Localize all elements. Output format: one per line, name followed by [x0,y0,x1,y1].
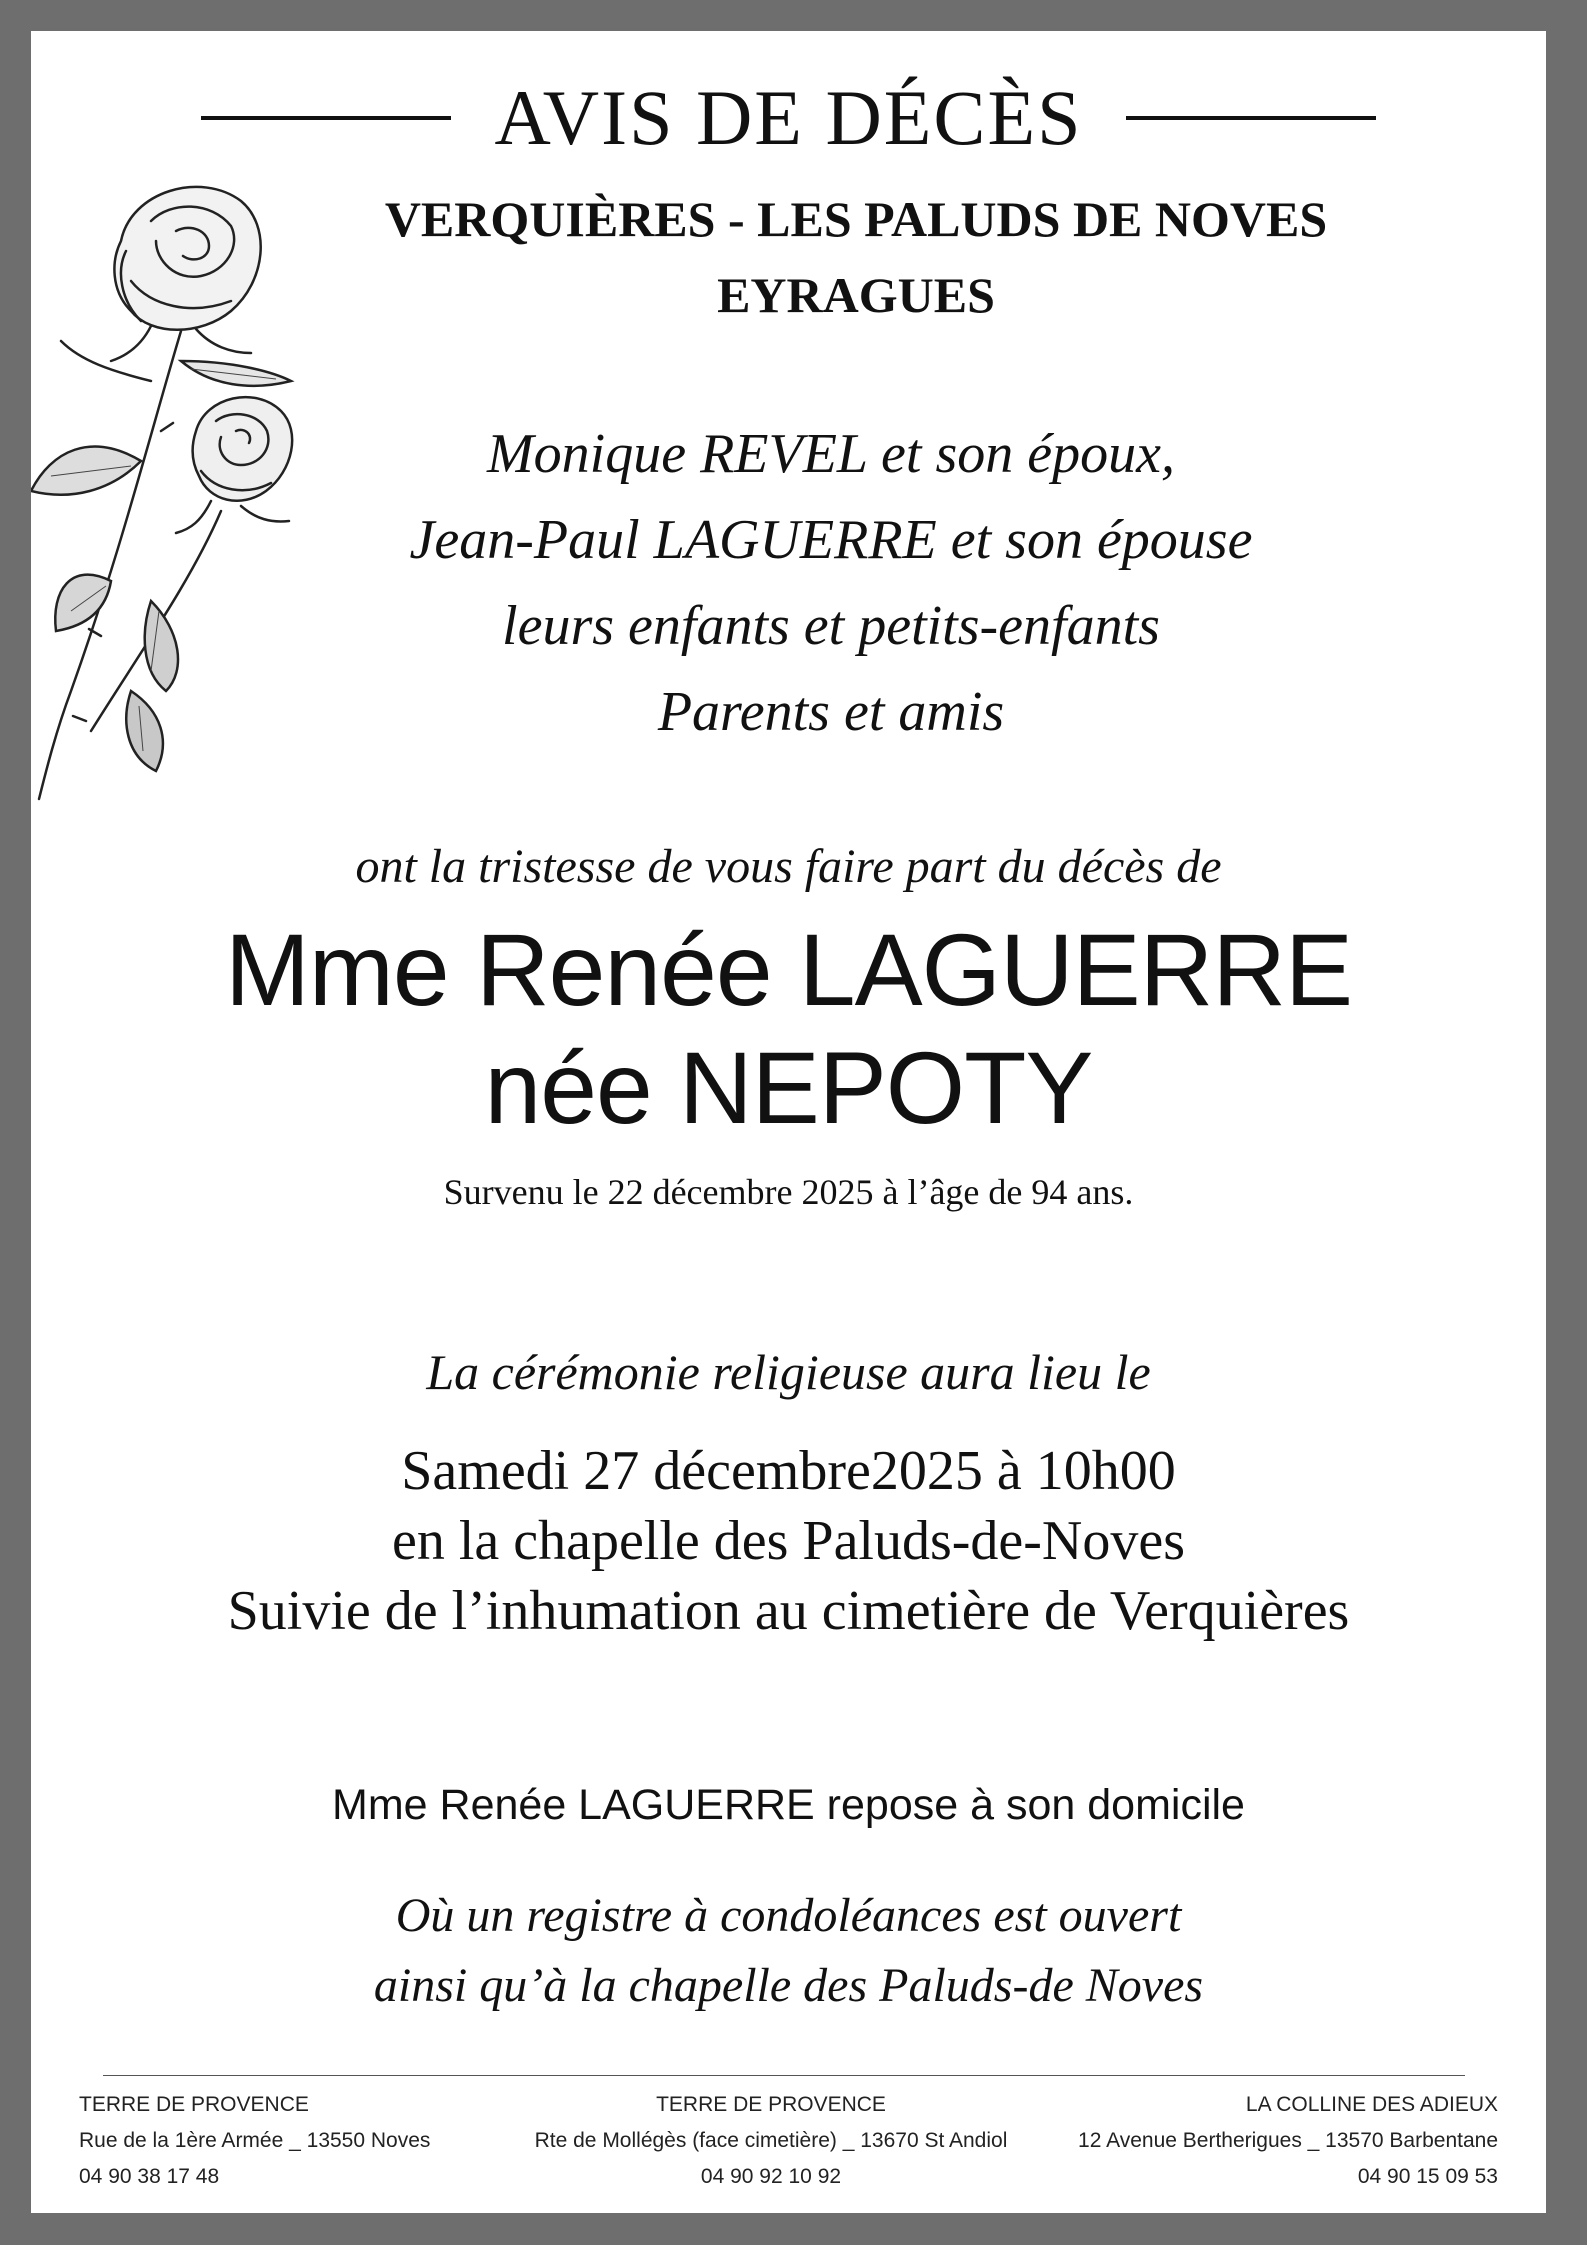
ceremony-burial: Suivie de l’inhumation au cimetière de Verquières [227,1580,1350,1642]
places-line-2: EYRAGUES [717,267,995,323]
footer-divider [103,2075,1465,2076]
footer-center-phone: 04 90 92 10 92 [700,2165,842,2188]
footer-right-name: LA COLLINE DES ADIEUX [1245,2093,1498,2116]
places-heading [281,181,1431,333]
family-line-4: Parents et amis [657,681,1005,743]
footer-contact-noves [79,2087,430,2195]
ceremony-intro: La cérémonie religieuse aura lieu le [426,1344,1151,1400]
ceremony-place: en la chapelle des Paluds-de-Noves [391,1510,1186,1572]
footer-center-address: Rte de Mollégès (face cimetière) _ 13670 St Andiol [534,2129,1008,2152]
places-line-1: VERQUIÈRES - LES PALUDS DE NOVES [384,191,1328,247]
obituary-notice [31,31,1546,2213]
announcement-text: ont la tristesse de vous faire part du décès de [355,840,1222,893]
repose-text: Mme Renée LAGUERRE repose à son domicile [332,1781,1245,1829]
footer-left-phone: 04 90 38 17 48 [79,2165,220,2188]
family-line-2: Jean-Paul LAGUERRE et son épouse [409,509,1253,571]
title-row [31,74,1546,161]
footer-left-address: Rue de la 1ère Armée _ 13550 Noves [79,2129,431,2152]
footer-center-name: TERRE DE PROVENCE [656,2093,886,2116]
page-title: AVIS DE DÉCÈS [494,74,1083,161]
deceased-maiden-name: née NEPOTY [484,1031,1093,1145]
footer-contact-st-andiol [461,2087,1081,2195]
footer-right-address: 12 Avenue Bertherigues _ 13570 Barbentane [1078,2129,1498,2152]
registry-line-2: ainsi qu’à la chapelle des Paluds-de Noves [373,1959,1204,2012]
footer-right-phone: 04 90 15 09 53 [1357,2165,1498,2188]
footer-contact-barbentane [1078,2087,1498,2195]
ceremony-date: Samedi 27 décembre2025 à 10h00 [401,1440,1176,1502]
deceased-name: Mme Renée LAGUERRE [224,913,1353,1027]
family-line-3: leurs enfants et petits-enfants [502,595,1160,657]
registry-text [31,1881,1546,2021]
family-line-1: Monique REVEL et son époux, [487,423,1175,485]
registry-line-1: Où un registre à condoléances est ouvert [395,1889,1182,1942]
family-list [231,411,1431,755]
deceased-name-block [31,911,1546,1147]
footer-left-name: TERRE DE PROVENCE [79,2093,309,2116]
ceremony-details [31,1436,1546,1646]
title-rule-right [1126,116,1376,120]
death-date-text: Survenu le 22 décembre 2025 à l’âge de 94 ans. [443,1172,1134,1212]
title-rule-left [201,116,451,120]
